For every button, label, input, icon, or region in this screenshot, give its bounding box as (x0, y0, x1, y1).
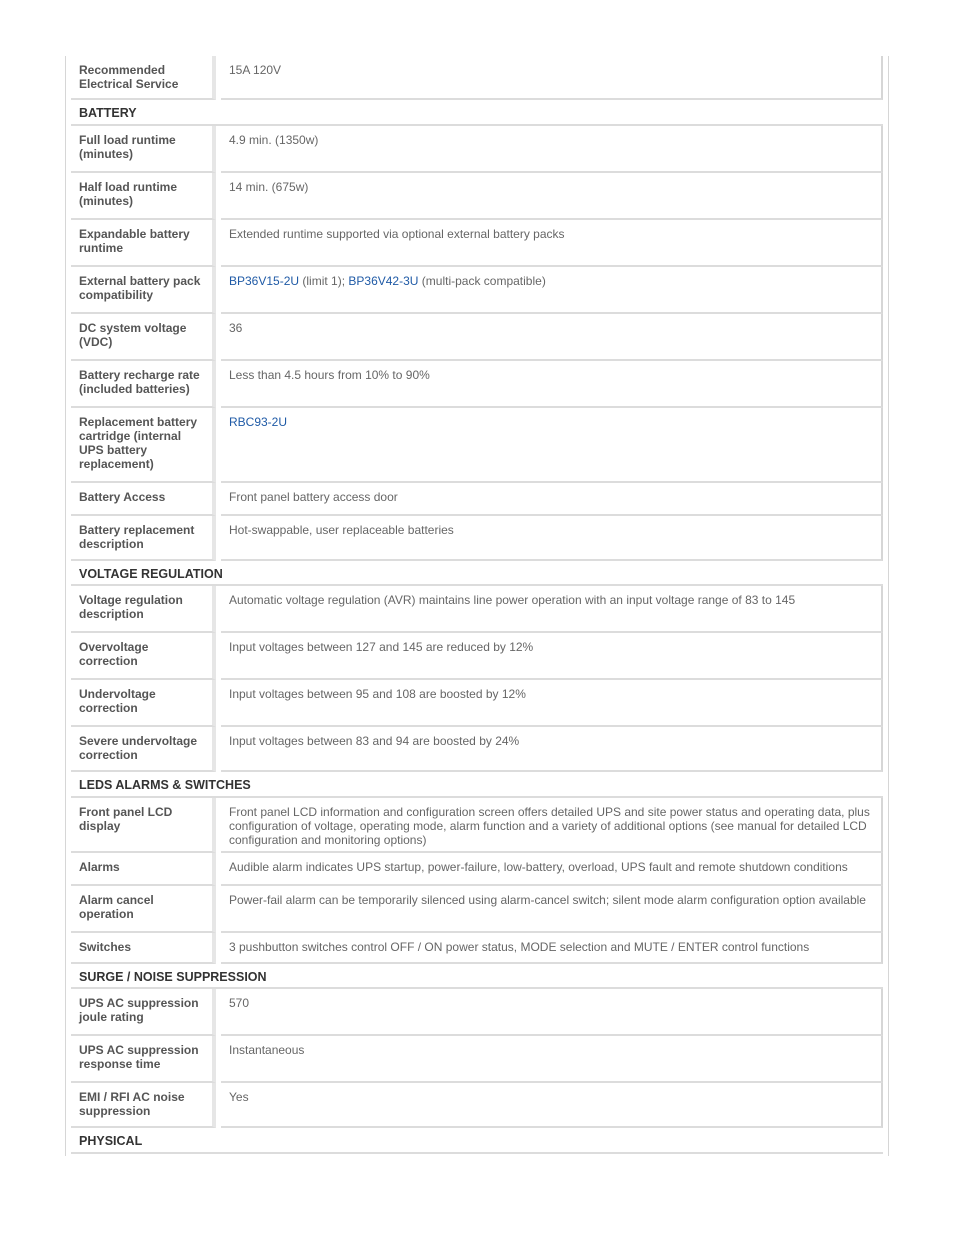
spec-value: 570 (221, 989, 883, 1036)
spec-value: Less than 4.5 hours from 10% to 90% (221, 361, 883, 408)
spec-row-dc-voltage (71, 314, 883, 361)
spec-row-external-pack (71, 267, 883, 314)
spec-value: Power-fail alarm can be temporarily silenced using alarm-cancel switch; silent mode alarm configuration option available (221, 886, 883, 933)
spec-value (221, 267, 883, 314)
spec-row-replacement-cartridge (71, 408, 883, 483)
spec-value: 4.9 min. (1350w) (221, 126, 883, 173)
spec-label: Battery replacement description (71, 516, 216, 561)
spec-sheet-page (65, 56, 889, 1156)
section-heading-surge-noise: SURGE / NOISE SUPPRESSION (71, 964, 883, 989)
spec-label: DC system voltage (VDC) (71, 314, 216, 361)
spec-label: Overvoltage correction (71, 633, 216, 680)
spec-label: Recommended Electrical Service (71, 56, 216, 100)
spec-value: 3 pushbutton switches control OFF / ON power status, MODE selection and MUTE / ENTER control functions (221, 933, 883, 964)
spec-row-electrical-service (71, 56, 883, 100)
spec-row-half-load (71, 173, 883, 220)
rbc93-link[interactable]: RBC93-2U (229, 415, 288, 429)
spec-value: 36 (221, 314, 883, 361)
spec-value: Input voltages between 83 and 94 are boosted by 24% (221, 727, 883, 772)
section-heading-battery: BATTERY (71, 100, 883, 126)
multipack-note: (multi-pack compatible) (418, 274, 546, 288)
spec-row-response-time (71, 1036, 883, 1083)
spec-value: Front panel battery access door (221, 483, 883, 516)
spec-value: Audible alarm indicates UPS startup, power-failure, low-battery, overload, UPS fault and remote shutdown conditions (221, 853, 883, 886)
spec-row-undervoltage (71, 680, 883, 727)
spec-label: Alarms (71, 853, 216, 886)
spec-row-full-load (71, 126, 883, 173)
spec-value: Input voltages between 95 and 108 are boosted by 12% (221, 680, 883, 727)
section-heading-leds-alarms-switches: LEDS ALARMS & SWITCHES (71, 772, 883, 798)
spec-row-battery-access (71, 483, 883, 516)
spec-label: UPS AC suppression response time (71, 1036, 216, 1083)
spec-label: Half load runtime (minutes) (71, 173, 216, 220)
spec-value: Yes (221, 1083, 883, 1128)
spec-label: EMI / RFI AC noise suppression (71, 1083, 216, 1128)
spec-label: Full load runtime (minutes) (71, 126, 216, 173)
spec-label: UPS AC suppression joule rating (71, 989, 216, 1036)
spec-row-expandable-runtime (71, 220, 883, 267)
limit-note: (limit 1); (299, 274, 349, 288)
spec-row-alarms (71, 853, 883, 886)
spec-row-lcd-display (71, 798, 883, 853)
spec-value (221, 408, 883, 483)
spec-row-replacement-description (71, 516, 883, 561)
spec-label: Undervoltage correction (71, 680, 216, 727)
spec-label: Battery recharge rate (included batteries) (71, 361, 216, 408)
spec-value: Front panel LCD information and configuration screen offers detailed UPS and site power status and operating data, plus configuration of voltage, operating mode, alarm function and a variety of additional options (see manual for detailed LCD configuration and monitoring options) (221, 798, 883, 853)
spec-value: Automatic voltage regulation (AVR) maintains line power operation with an input voltage range of 83 to 145 (221, 586, 883, 633)
spec-row-alarm-cancel (71, 886, 883, 933)
bp36v15-link[interactable]: BP36V15-2U (229, 274, 300, 288)
spec-label: Voltage regulation description (71, 586, 216, 633)
spec-value: Instantaneous (221, 1036, 883, 1083)
spec-label: Replacement battery cartridge (internal UPS battery replacement) (71, 408, 216, 483)
section-heading-physical: PHYSICAL (71, 1128, 883, 1154)
spec-row-severe-undervoltage (71, 727, 883, 772)
spec-value: 14 min. (675w) (221, 173, 883, 220)
spec-label: Expandable battery runtime (71, 220, 216, 267)
spec-table (71, 56, 883, 1154)
spec-row-emi-rfi (71, 1083, 883, 1128)
spec-row-voltage-regulation (71, 586, 883, 633)
spec-label: Severe undervoltage correction (71, 727, 216, 772)
bp36v42-link[interactable]: BP36V42-3U (348, 274, 419, 288)
spec-row-joule-rating (71, 989, 883, 1036)
spec-value: 15A 120V (221, 56, 883, 100)
spec-label: Alarm cancel operation (71, 886, 216, 933)
section-heading-voltage-regulation: VOLTAGE REGULATION (71, 561, 883, 586)
spec-label: Battery Access (71, 483, 216, 516)
spec-value: Hot-swappable, user replaceable batteries (221, 516, 883, 561)
spec-row-recharge-rate (71, 361, 883, 408)
spec-label: Switches (71, 933, 216, 964)
spec-label: External battery pack compatibility (71, 267, 216, 314)
spec-value: Input voltages between 127 and 145 are reduced by 12% (221, 633, 883, 680)
spec-row-switches (71, 933, 883, 964)
spec-row-overvoltage (71, 633, 883, 680)
spec-label: Front panel LCD display (71, 798, 216, 853)
spec-value: Extended runtime supported via optional external battery packs (221, 220, 883, 267)
